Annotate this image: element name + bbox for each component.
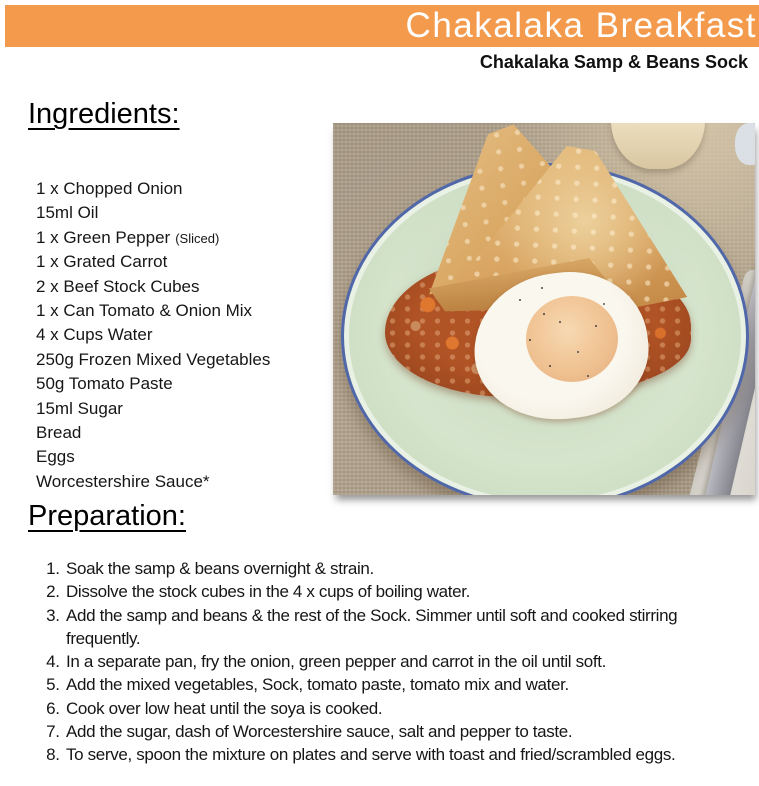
ingredient-text: 250g Frozen Mixed Vegetables [36, 349, 271, 369]
ingredient-item [36, 372, 326, 396]
pepper-specks [543, 313, 545, 315]
ingredient-item [36, 201, 326, 225]
ingredient-text: 50g Tomato Paste [36, 374, 173, 394]
ingredient-item [36, 470, 326, 494]
ingredient-text: 1 x Chopped Onion [36, 179, 183, 198]
title-banner [5, 5, 759, 47]
recipe-photo [333, 123, 755, 495]
preparation-step: 2. Dissolve the stock cubes in the 4 x cups of boiling water. [64, 580, 730, 603]
fried-egg-yolk [526, 296, 618, 382]
page-title: Chakalaka Breakfast [405, 6, 757, 45]
ingredient-text: 15ml Oil [36, 203, 99, 223]
preparation-step: 8. To serve, spoon the mixture on plates and serve with toast and fried/scrambled eggs. [64, 743, 730, 766]
preparation-step: 7. Add the sugar, dash of Worcestershire sauce, salt and pepper to taste. [64, 720, 730, 743]
ingredient-text: Worcestershire Sauce* [36, 471, 210, 491]
ingredient-item [36, 445, 326, 469]
ingredient-text: 1 x Grated Carrot [36, 252, 168, 272]
ingredient-text: 15ml Sugar [36, 398, 123, 418]
preparation-step: 3. Add the samp and beans & the rest of the Sock. Simmer until soft and cooked stirring frequently. [64, 604, 730, 651]
ingredients-heading: Ingredients: [28, 98, 180, 130]
cup [611, 123, 705, 169]
ingredient-item [36, 299, 326, 323]
ingredient-item [36, 250, 326, 274]
ingredients-list [36, 177, 326, 494]
ingredient-item [36, 397, 326, 421]
ingredient-item [36, 348, 326, 372]
preparation-heading: Preparation: [28, 500, 186, 532]
ingredient-note: (Sliced) [175, 230, 220, 246]
ingredient-text: Eggs [36, 447, 75, 467]
preparation-step: 5. Add the mixed vegetables, Sock, tomato paste, tomato mix and water. [64, 673, 730, 696]
ingredient-item [36, 323, 326, 347]
ingredient-text: Bread [36, 423, 82, 443]
preparation-step: 1. Soak the samp & beans overnight & strain. [64, 557, 730, 580]
ingredient-item [36, 421, 326, 445]
ingredient-text: 1 x Can Tomato & Onion Mix [36, 301, 253, 321]
ingredient-text: 4 x Cups Water [36, 325, 153, 345]
ingredient-text: 1 x Green Pepper [36, 227, 171, 247]
ingredient-item [36, 177, 326, 201]
preparation-steps [38, 557, 730, 767]
ingredient-text: 2 x Beef Stock Cubes [36, 276, 200, 296]
preparation-step: 4. In a separate pan, fry the onion, green pepper and carrot in the oil until soft. [64, 650, 730, 673]
preparation-step: 6. Cook over low heat until the soya is cooked. [64, 697, 730, 720]
page-subtitle: Chakalaka Samp & Beans Sock [479, 52, 748, 72]
saucer [735, 123, 755, 165]
ingredient-item [36, 226, 326, 250]
ingredient-item [36, 275, 326, 299]
